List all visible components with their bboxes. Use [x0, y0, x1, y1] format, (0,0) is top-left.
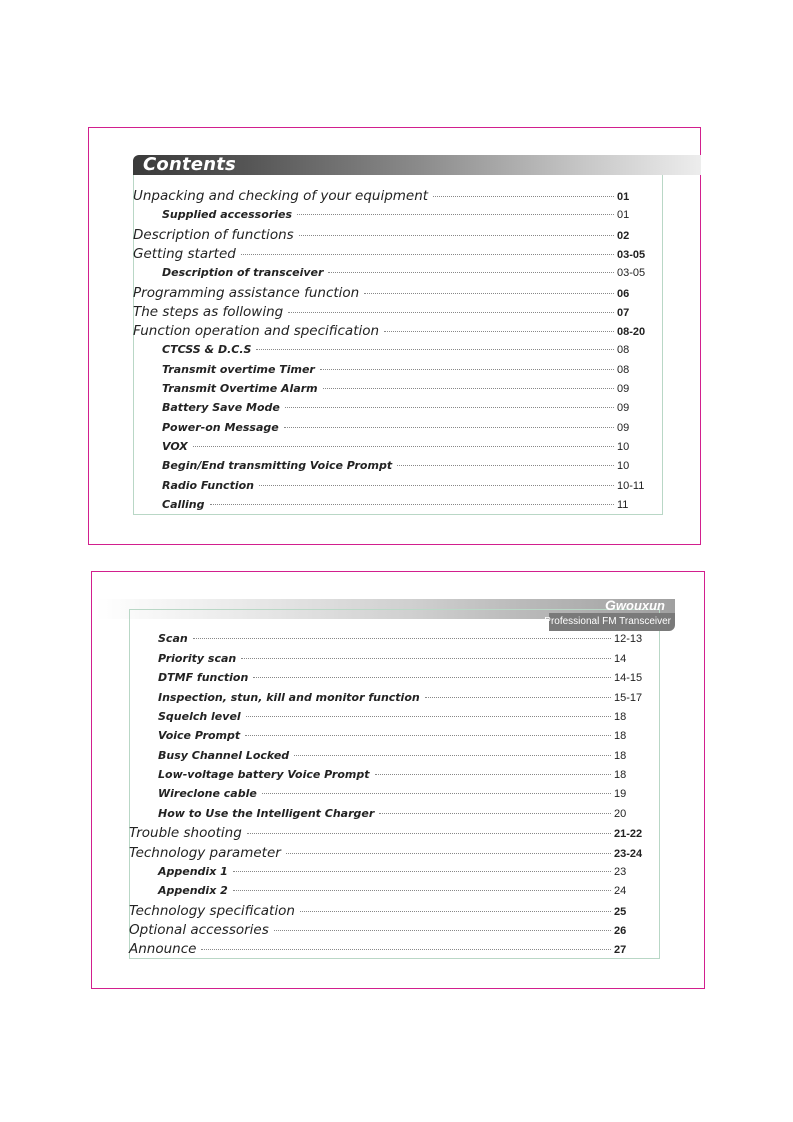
toc-entry-page: 23 — [614, 866, 627, 878]
toc-entry[interactable] — [162, 421, 663, 434]
toc-entry-page: 14 — [614, 653, 627, 665]
toc-entry[interactable] — [158, 749, 660, 762]
leader-dots — [286, 853, 611, 854]
toc-entry-page: 25 — [614, 906, 627, 918]
leader-dots — [241, 658, 611, 659]
leader-dots — [285, 407, 614, 408]
toc-entry-page: 24 — [614, 885, 627, 897]
toc-entry-title: Transmit Overtime Alarm — [162, 382, 318, 395]
leader-dots — [247, 833, 611, 834]
toc-entry[interactable] — [129, 845, 660, 861]
toc-entry-title: Technology specification — [129, 903, 295, 919]
leader-dots — [233, 890, 611, 891]
leader-dots — [193, 638, 611, 639]
toc-entry-title: Busy Channel Locked — [158, 749, 290, 762]
leader-dots — [256, 349, 614, 350]
toc-entry-title: Unpacking and checking of your equipment — [133, 188, 429, 204]
toc-entry[interactable] — [129, 941, 660, 957]
toc-entry[interactable] — [162, 363, 663, 376]
leader-dots — [297, 214, 614, 215]
toc-entry-page: 12-13 — [614, 633, 643, 645]
toc-entry[interactable] — [162, 459, 663, 472]
toc-entry[interactable] — [162, 479, 663, 492]
toc-entry-page: 20 — [614, 808, 627, 820]
brand-logo-icon: G — [605, 597, 616, 613]
toc-entry-page: 09 — [617, 402, 630, 414]
leader-dots — [328, 272, 614, 273]
toc-entry-title: Voice Prompt — [158, 729, 241, 742]
toc-entry-page: 10 — [617, 460, 630, 472]
toc-entry-title: DTMF function — [158, 671, 249, 684]
leader-dots — [288, 312, 614, 313]
brand-tagline: Professional FM Transceiver — [544, 616, 671, 627]
toc-entry-title: Programming assistance function — [133, 285, 360, 301]
leader-dots — [233, 871, 611, 872]
leader-dots — [425, 697, 611, 698]
toc-entry[interactable] — [162, 208, 663, 221]
toc-entry-title: Technology parameter — [129, 845, 281, 861]
toc-entry-page: 02 — [617, 230, 630, 242]
toc-entry-page: 08 — [617, 344, 630, 356]
toc-entry-title: Function operation and specification — [133, 323, 380, 339]
leader-dots — [320, 369, 614, 370]
toc-entry[interactable] — [133, 227, 663, 243]
leader-dots — [284, 427, 614, 428]
leader-dots — [246, 716, 611, 717]
toc-entry[interactable] — [129, 825, 660, 841]
toc-entry-page: 08-20 — [617, 326, 646, 338]
leader-dots — [323, 388, 614, 389]
toc-entry-page: 19 — [614, 788, 627, 800]
toc-entry-page: 09 — [617, 422, 630, 434]
toc-entry[interactable] — [133, 188, 663, 204]
toc-entry[interactable] — [158, 710, 660, 723]
toc-entry-page: 10 — [617, 441, 630, 453]
toc-entry-page: 06 — [617, 288, 630, 300]
toc-entry[interactable] — [158, 787, 660, 800]
toc-entry-page: 10-11 — [617, 480, 645, 492]
toc-entry-title: Announce — [129, 941, 197, 957]
toc-entry-title: Appendix 1 — [158, 865, 228, 878]
toc-entry-title: Scan — [158, 632, 188, 645]
toc-entry-title: Squelch level — [158, 710, 241, 723]
toc-entry-title: Inspection, stun, kill and monitor function — [158, 691, 420, 704]
leader-dots — [300, 911, 611, 912]
toc-entry[interactable] — [158, 652, 660, 665]
toc-entry-page: 23-24 — [614, 848, 643, 860]
toc-entry-title: Getting started — [133, 246, 236, 262]
leader-dots — [210, 504, 614, 505]
toc-entry-page: 18 — [614, 750, 627, 762]
toc-entry-page: 26 — [614, 925, 627, 937]
toc-entry-title: The steps as following — [133, 304, 284, 320]
toc-entry-title: Priority scan — [158, 652, 237, 665]
brand-logo — [605, 597, 665, 613]
toc-entry-page: 11 — [617, 499, 629, 511]
toc-entry[interactable] — [129, 922, 660, 938]
toc-entry-title: How to Use the Intelligent Charger — [158, 807, 375, 820]
toc-entry-title: Calling — [162, 498, 205, 511]
toc-entry-title: Power-on Message — [162, 421, 279, 434]
toc-entry-title: Begin/End transmitting Voice Prompt — [162, 459, 393, 472]
toc-entry[interactable] — [162, 266, 663, 279]
toc-entry-page: 27 — [614, 944, 627, 956]
brand-name: wouxun — [615, 598, 665, 613]
leader-dots — [259, 485, 614, 486]
toc-entry-page: 09 — [617, 383, 630, 395]
leader-dots — [397, 465, 614, 466]
leader-dots — [253, 677, 611, 678]
toc-entry[interactable] — [129, 903, 660, 919]
toc-entry[interactable] — [162, 401, 663, 414]
toc-entry-title: Low-voltage battery Voice Prompt — [158, 768, 370, 781]
toc-entry-page: 15-17 — [614, 692, 643, 704]
toc-entry-title: Trouble shooting — [129, 825, 242, 841]
leader-dots — [262, 793, 611, 794]
toc-entry-page: 14-15 — [614, 672, 643, 684]
leader-dots — [364, 293, 614, 294]
toc-entry-page: 18 — [614, 711, 627, 723]
toc-entry-title: Description of transceiver — [162, 266, 324, 279]
toc-entry[interactable] — [158, 729, 660, 742]
contents-header-bar — [133, 155, 701, 175]
leader-dots — [433, 196, 614, 197]
toc-entry-page: 03-05 — [617, 267, 646, 279]
toc-entry-title: Description of functions — [133, 227, 294, 243]
contents-title: Contents — [143, 154, 236, 175]
toc-entry[interactable] — [162, 498, 663, 511]
toc-entry-title: CTCSS & D.C.S — [162, 343, 252, 356]
toc-entry-page: 18 — [614, 730, 627, 742]
toc-entry-title: VOX — [162, 440, 188, 453]
toc-entry-page: 01 — [617, 209, 630, 221]
toc-entry[interactable] — [158, 671, 660, 684]
toc-entry-page: 03-05 — [617, 249, 646, 261]
leader-dots — [193, 446, 614, 447]
toc-entry-title: Radio Function — [162, 479, 254, 492]
toc-entry[interactable] — [162, 343, 663, 356]
leader-dots — [201, 949, 611, 950]
toc-entry-page: 07 — [617, 307, 630, 319]
toc-entry-title: Appendix 2 — [158, 884, 228, 897]
toc-entry[interactable] — [158, 884, 660, 897]
leader-dots — [299, 235, 614, 236]
toc-entry-title: Battery Save Mode — [162, 401, 280, 414]
toc-entry-page: 01 — [617, 191, 630, 203]
toc-entry[interactable] — [133, 323, 663, 339]
toc-entry-page: 18 — [614, 769, 627, 781]
toc-entry-title: Supplied accessories — [162, 208, 292, 221]
toc-entry-page: 21-22 — [614, 828, 643, 840]
toc-entry[interactable] — [133, 304, 663, 320]
toc-entry[interactable] — [158, 768, 660, 781]
toc-entry[interactable] — [158, 691, 660, 704]
toc-entry-title: Transmit overtime Timer — [162, 363, 315, 376]
leader-dots — [241, 254, 614, 255]
toc-entry[interactable] — [158, 632, 660, 645]
leader-dots — [384, 331, 614, 332]
toc-entry[interactable] — [158, 807, 660, 820]
leader-dots — [245, 735, 611, 736]
brand-tagline-tab — [544, 613, 675, 631]
toc-entry[interactable] — [133, 246, 663, 262]
toc-entry-page: 08 — [617, 364, 630, 376]
leader-dots — [294, 755, 611, 756]
toc-entry[interactable] — [162, 440, 663, 453]
leader-dots — [379, 813, 611, 814]
toc-entry[interactable] — [158, 865, 660, 878]
leader-dots — [375, 774, 612, 775]
leader-dots — [274, 930, 611, 931]
toc-entry-title: Wireclone cable — [158, 787, 257, 800]
toc-entry[interactable] — [162, 382, 663, 395]
toc-entry-title: Optional accessories — [129, 922, 269, 938]
toc-entry[interactable] — [133, 285, 663, 301]
